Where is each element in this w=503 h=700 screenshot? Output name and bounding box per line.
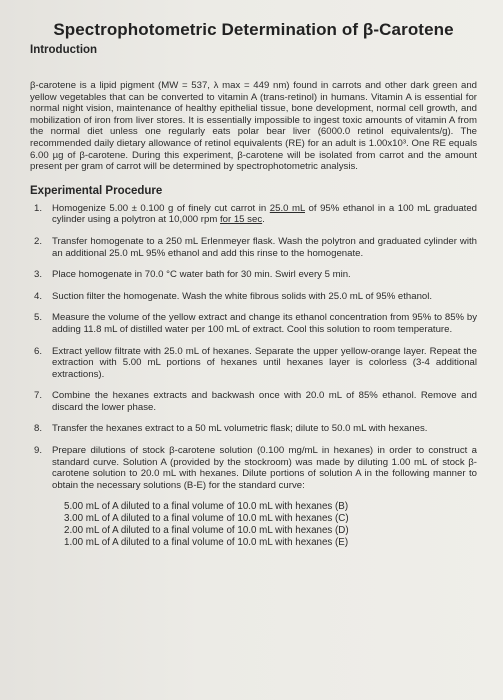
step-6 xyxy=(30,346,477,381)
step-5 xyxy=(30,312,477,335)
dilution-line-e: 1.00 mL of A diluted to a final volume of 10.0 mL with hexanes (E) xyxy=(64,536,349,548)
step-text: Combine the hexanes extracts and backwash once with 20.0 mL of 85% ethanol. Remove and discard the lower phase. xyxy=(52,390,477,413)
step-text: Place homogenate in 70.0 °C water bath for 30 min. Swirl every 5 min. xyxy=(52,269,351,281)
step-number: 5. xyxy=(34,312,43,324)
underlined-volume: 25.0 mL xyxy=(269,202,305,214)
step-3 xyxy=(30,269,477,281)
step-2 xyxy=(30,236,477,259)
step-text-part: of 95% ethanol in a 100 mL graduated cylinder using a polytron at 10,000 rpm xyxy=(52,202,478,226)
step-text: Transfer homogenate to a 250 mL Erlenmeyer flask. Wash the polytron and graduated cylinder with an additional 25.0 mL 95% ethanol and add this rinse to the homogenate. xyxy=(52,235,477,259)
step-number: 4. xyxy=(34,290,43,302)
step-number: 7. xyxy=(34,390,43,402)
step-number: 2. xyxy=(34,235,43,247)
step-number: 1. xyxy=(34,202,43,214)
step-8 xyxy=(30,423,477,435)
procedure-steps xyxy=(30,203,477,492)
step-1 xyxy=(30,203,477,226)
step-text: Prepare dilutions of stock β-carotene solution (0.100 mg/mL in hexanes) in order to construct a standard curve. Solution A (provided by the stockroom) was made by diluting 1.00 mL of stock β-carotene solution to 20.0 mL with hexanes. Dilute portions of solution A in the following manner to obtain the necessary solutions (B-E) for the standard curve: xyxy=(52,445,477,491)
step-text: Extract yellow filtrate with 25.0 mL of hexanes. Separate the upper yellow-orange layer. Repeat the extraction with 5.00 mL portions of hexanes until hexanes layer is colorless (3-4 additional extractions). xyxy=(52,345,477,380)
dilution-line-b: 5.00 mL of A diluted to a final volume of 10.0 mL with hexanes (B) xyxy=(64,501,349,513)
underlined-duration: for 15 sec xyxy=(219,214,263,226)
step-text: Transfer the hexanes extract to a 50 mL volumetric flask; dilute to 50.0 mL with hexanes. xyxy=(52,423,428,435)
step-text xyxy=(52,203,477,226)
step-text: Measure the volume of the yellow extract and change its ethanol concentration from 95% to 85% by adding 11.8 mL of distilled water per 100 mL of extract. Cool this solution to room temperature. xyxy=(52,312,477,335)
page-title: Spectrophotometric Determination of β-Carotene xyxy=(53,20,454,39)
step-number: 9. xyxy=(34,445,43,457)
step-text: Suction filter the homogenate. Wash the white fibrous solids with 25.0 mL of 95% ethanol. xyxy=(52,290,433,302)
introduction-heading: Introduction xyxy=(30,44,98,56)
step-4 xyxy=(30,291,477,303)
step-number: 3. xyxy=(34,269,43,281)
dilution-line-c: 3.00 mL of A diluted to a final volume of 10.0 mL with hexanes (C) xyxy=(64,513,349,525)
dilution-line-d: 2.00 mL of A diluted to a final volume of 10.0 mL with hexanes (D) xyxy=(64,525,349,537)
step-9 xyxy=(30,445,477,491)
dilution-list xyxy=(64,501,477,548)
introduction-paragraph: β-carotene is a lipid pigment (MW = 537, λ max = 449 nm) found in carrots and other dark green and yellow vegetables that can be converted to vitamin A (trans-retinol) in humans. Vitamin A is essential for normal night vision, maintenance of healthy epithelial tissue, bone development, normal cell growth, and mobilization of iron from liver stores. It is essentially impossible to ingest toxic amounts of vitamin A from the normal diet unless one regularly eats polar bear liver (6000.0 retinol equivalents/g). The recommended daily dietary allowance of retinol equivalents (RE) for an adult is 1.00x10³. One RE equals 6.00 µg of β-carotene. During this experiment, β-carotene will be isolated from carrot and the amount present per gram of carrot will be determined by spectrophotometric analysis. xyxy=(30,80,477,173)
step-number: 6. xyxy=(34,345,43,357)
step-7 xyxy=(30,390,477,413)
procedure-heading: Experimental Procedure xyxy=(30,184,163,197)
step-text-part: . xyxy=(262,214,265,226)
step-text-part: Homogenize 5.00 ± 0.100 g of finely cut carrot in xyxy=(52,202,270,214)
step-number: 8. xyxy=(34,423,43,435)
